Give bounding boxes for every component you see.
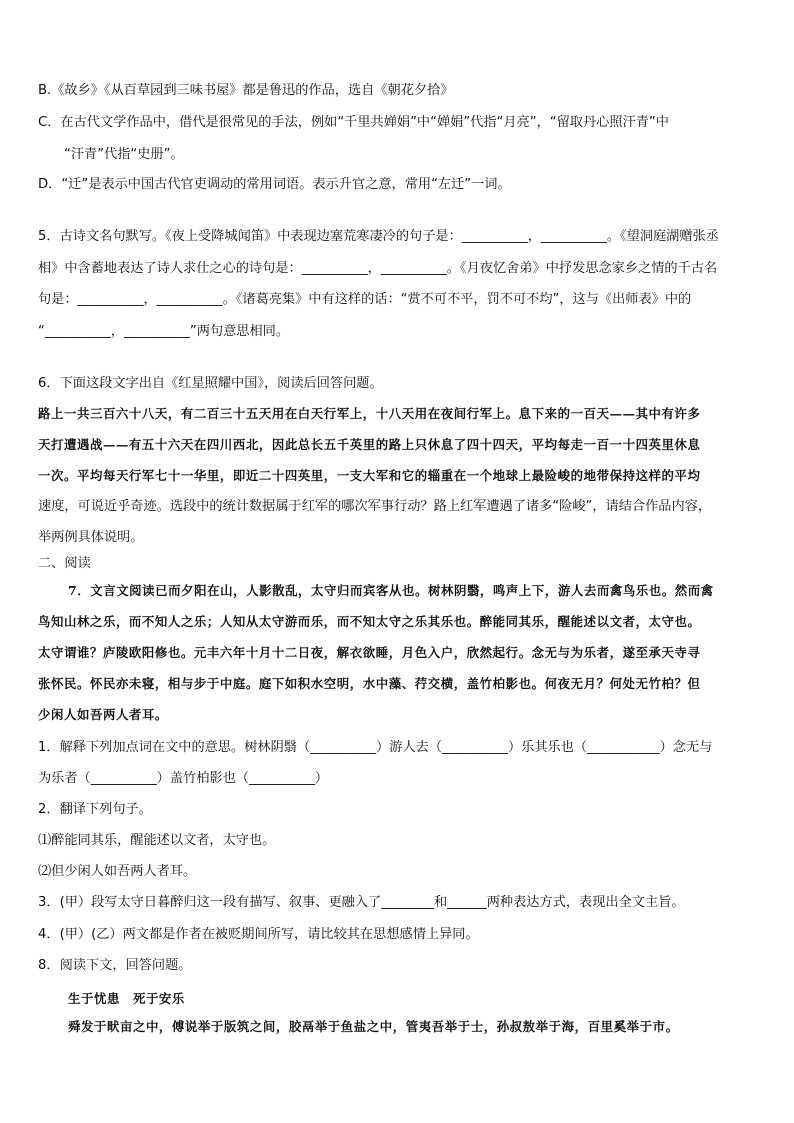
text-line-3: “汗青”代指“史册”。 (64, 147, 184, 162)
text-line-17: 鸟知山林之乐，而不知人之乐；人知从太守游而乐，而不知太守之乐其乐也。醉能同其乐，醒能述以文者，太守也。 (38, 614, 701, 629)
text-line-13: 速度，可说近乎奇迹。选段中的统计数据属于红军的哪次军事行动？路上红军遭遇了诸多“险峻”，请结合作品内容， (38, 499, 712, 514)
text-line-29: 生于忧患 死于安乐 (68, 991, 185, 1006)
text-line-24: ⑴醉能同其乐，醒能述以文者，太守也。 (38, 833, 276, 848)
text-line-19: 张怀民。怀民亦未寝，相与步于中庭。庭下如积水空明，水中藻、荇交横，盖竹柏影也。何夜无月？何处无竹柏？但 (38, 676, 701, 691)
text-line-21: 1．解释下列加点词在文中的意思。树林阴翳（__________）游人去（__________）乐其乐也（___________）念无与 (38, 740, 713, 755)
text-line-28: 8．阅读下文，回答问题。 (38, 958, 192, 973)
text-line-22: 为乐者（__________）盖竹柏影也（__________） (38, 771, 329, 786)
text-line-15: 二、阅读 (38, 556, 91, 571)
text-line-30: 舜发于畎亩之中，傅说举于版筑之间，胶鬲举于鱼盐之中，管夷吾举于士，孙叔敖举于海，百里奚举于市。 (68, 1019, 679, 1034)
text-line-16: 7．文言文阅读已而夕阳在山，人影散乱，太守归而宾客从也。树林阴翳，鸣声上下，游人去而禽鸟乐也。然而禽 (68, 583, 714, 598)
text-line-8: “__________，__________”两句意思相同。 (38, 324, 290, 339)
text-line-12: 一次。平均每天行军七十一华里，即近二十四英里，一支大军和它的辎重在一个地球上最险峻的地带保持这样的平均 (38, 468, 701, 483)
text-line-20: 少闲人如吾两人者耳。 (38, 707, 168, 722)
text-line-5: 5．古诗文名句默写。《夜上受降城闻笛》中表现边塞荒寒凄冷的句子是：__________，__________。《望洞庭湖赠张丞 (38, 229, 719, 244)
text-line-4: D．“迁”是表示中国古代官吏调动的常用词语。表示升官之意，常用“左迁”一词。 (38, 177, 511, 192)
text-line-9: 6．下面这段文字出自《红星照耀中国》，阅读后回答问题。 (38, 376, 383, 391)
text-line-18: 太守谓谁？庐陵欧阳修也。元丰六年十月十二日夜，解衣欲睡，月色入户，欣然起行。念无与为乐者，遂至承天寺寻 (38, 645, 701, 660)
text-line-27: 4．(甲）(乙）两文都是作者在被贬期间所写，请比较其在思想感情上异同。 (38, 927, 479, 942)
text-line-1: B.《故乡》《从百草园到三味书屋》都是鲁迅的作品，选自《朝花夕拾》 (38, 83, 454, 98)
text-line-26: 3．(甲）段写太守日暮醉归这一段有描写、叙事、更融入了________和______两种表达方式，表现出全文主旨。 (38, 895, 685, 910)
text-line-10: 路上一共三百六十八天，有二百三十五天用在白天行军上，十八天用在夜间行军上。息下来的一百天——其中有许多 (38, 406, 701, 421)
text-line-6: 相》中含蓄地表达了诗人求仕之心的诗句是：__________，__________。《月夜忆舍弟》中抒发思念家乡之情的千古名 (38, 261, 718, 276)
text-line-23: 2．翻译下列句子。 (38, 802, 152, 817)
text-line-14: 举两例具体说明。 (38, 530, 144, 545)
text-line-25: ⑵但少闲人如吾两人者耳。 (38, 864, 197, 879)
text-line-7: 句是：__________，__________。《诸葛亮集》中有这样的话：“赏不可不平，罚不可不均”，这与《出师表》中的 (38, 292, 692, 307)
text-line-2: C．在古代文学作品中，借代是很常见的手法，例如“千里共婵娟”中“婵娟”代指“月亮”，“留取丹心照汗青”中 (38, 115, 669, 130)
text-line-11: 天打遭遇战——有五十六天在四川西北，因此总长五千英里的路上只休息了四十四天，平均每走一百一十四英里休息 (38, 437, 701, 452)
